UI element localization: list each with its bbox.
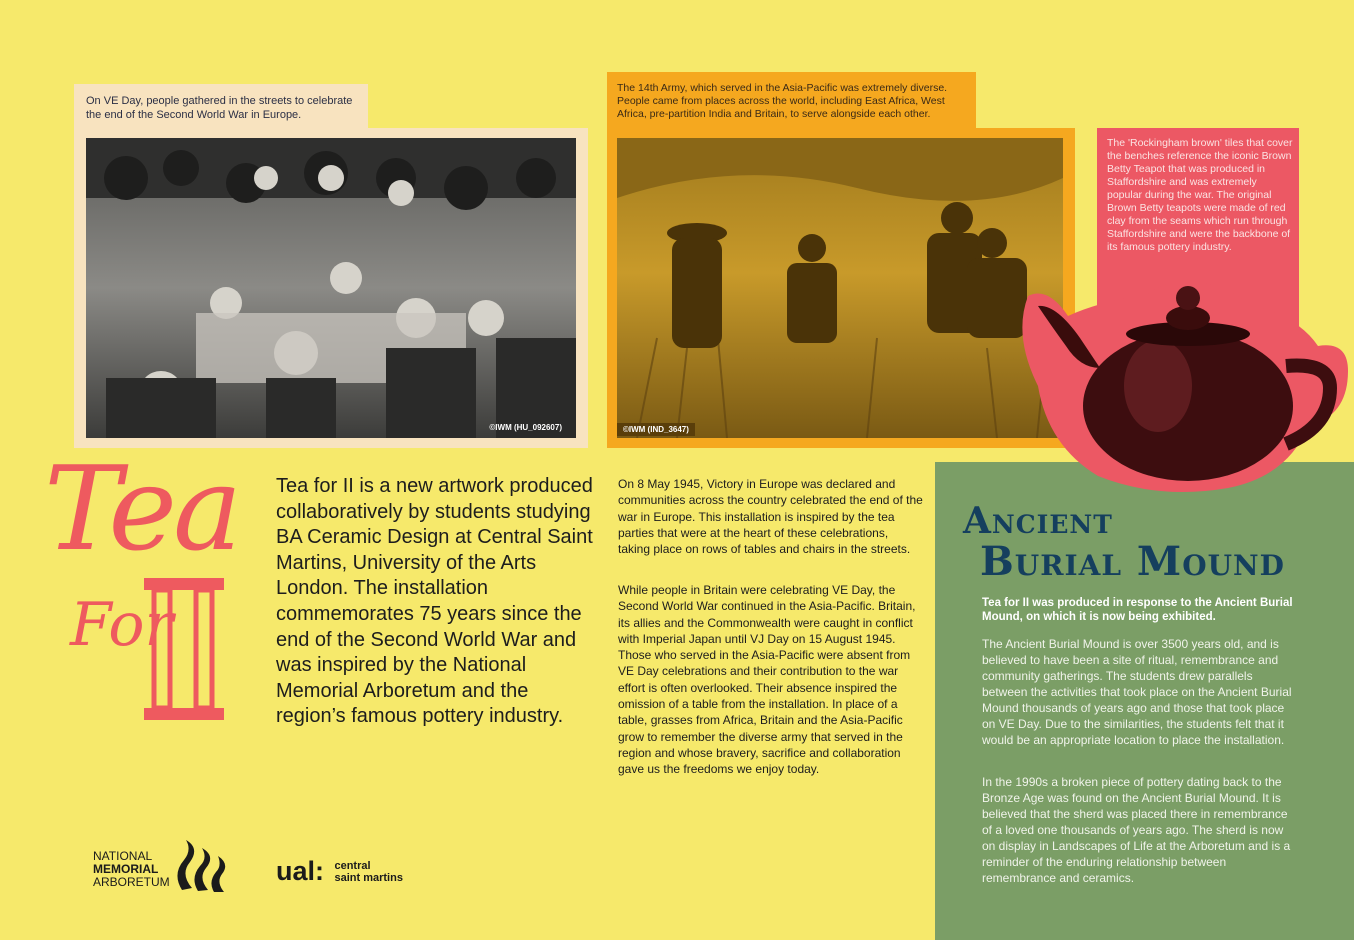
nma-logo-line3: ARBORETUM — [93, 875, 170, 889]
nma-logo-mark — [176, 838, 232, 899]
nma-logo-line2: MEMORIAL — [93, 862, 159, 876]
intro-paragraph: Tea for II is a new artwork produced collaboratively by students studying BA Ceramic Design at Central Saint Martins, University of the Arts London. The installation commemorates 75 years since the end of the Second World War and was inspired by the National Memorial Arboretum and the region’s famous pottery industry. — [276, 475, 593, 728]
ancient-heading-line1: Ancient — [963, 500, 1113, 542]
ual-logo-mark: ual: — [276, 856, 325, 886]
army-photo — [617, 138, 1063, 438]
teapot-info-text: The 'Rockingham brown' tiles that cover the benches reference the iconic Brown Betty Teapot that was produced in Staffordshire and was extremely popular during the war. The original Brown Betty teapots were made of red clay from the seams which run through Staffordshire and were the backbone of its famous pottery industry. — [1107, 137, 1293, 253]
burial-mound-paragraph-1: The Ancient Burial Mound is over 3500 years old, and is believed to have been a site of ritual, remembrance and community gatherings. The students drew parallels between the activities that took place on the Ancient Burial Mound thousands of years ago and those that took place on VE Day. Due to the similarities, the students felt that it would be an appropriate location to place the installation. — [982, 637, 1292, 747]
ual-logo — [276, 856, 403, 887]
title-for: For — [70, 590, 174, 660]
army-photo-credit: ©IWM (IND_3647) — [617, 423, 695, 436]
body-paragraph-1: On 8 May 1945, Victory in Europe was declared and communities across the country celebrated the end of the war in Europe. This installation is inspired by the tea parties that were at the heart of these celebrations, taking place on rows of tables and chairs in the streets. — [618, 477, 923, 557]
army-caption: The 14th Army, which served in the Asia-Pacific was extremely diverse. People came from places across the world, including East Africa, West Africa, pre-partition India and Britain, to serve alongside each other. — [607, 72, 976, 128]
ve-day-caption: On VE Day, people gathered in the streets to celebrate the end of the Second World War in Europe. — [74, 84, 368, 128]
title-tea: Tea — [44, 442, 239, 577]
ve-day-photo — [86, 138, 576, 438]
ancient-heading-line2: Burial Mound — [980, 538, 1285, 585]
body-paragraph-2: While people in Britain were celebrating VE Day, the Second World War continued in the Asia-Pacific. Britain, its allies and the Commonwealth were caught in conflict with Imperial Japan until VJ Day on 15 August 1945. Those who served in the Asia-Pacific were absent from VE Day celebrations and their contribution to the war effort is often overlooked. Their absence inspired the omission of a table from the installation. In place of a table, grasses from Africa, Britain and the Asia-Pacific grow to remember the diverse army that served in the region and whose bravery, sacrifice and collaboration gave us the freedoms we enjoy today. — [618, 583, 916, 777]
burial-mound-paragraph-2: In the 1990s a broken piece of pottery dating back to the Bronze Age was found on the Ancient Burial Mound. It is believed that the sherd was placed there in remembrance of a loved one thousands of years ago. The sherd is now on display in Landscapes of Life at the Arboretum and is a reminder of the enduring relationship between remembrance and ceramics. — [982, 775, 1291, 885]
ual-logo-line2: saint martins — [334, 871, 403, 884]
ual-logo-line1: central — [334, 859, 371, 872]
brown-betty-teapot-image — [1008, 276, 1354, 498]
title-numeral-ii — [140, 574, 228, 724]
burial-mound-intro: Tea for II was produced in response to the Ancient Burial Mound, on which it is now being exhibited. — [982, 597, 1293, 623]
ve-day-photo-credit: ©IWM (HU_092607) — [489, 423, 562, 432]
nma-logo-line1: NATIONAL — [93, 849, 153, 863]
nma-logo — [93, 850, 170, 889]
